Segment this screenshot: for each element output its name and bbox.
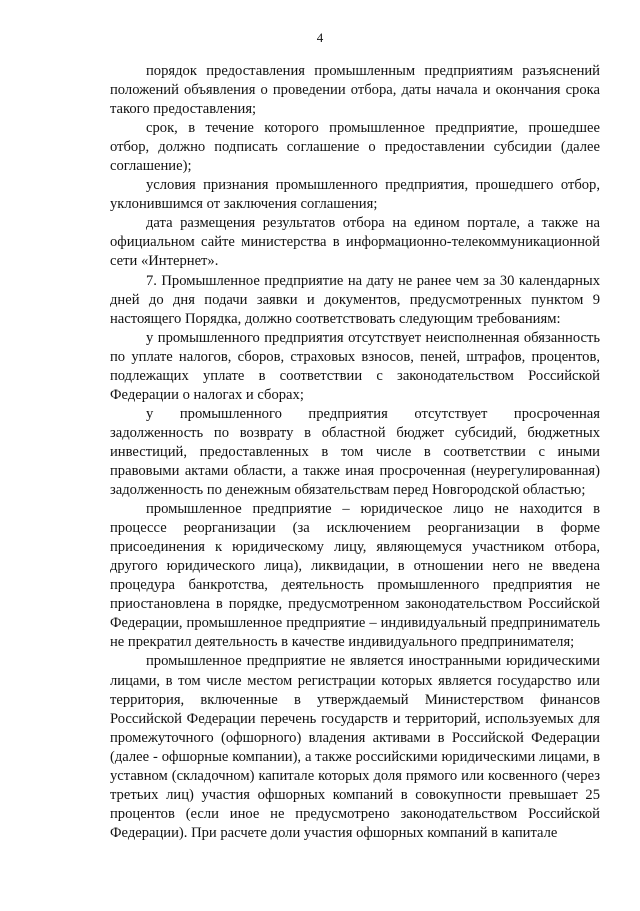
document-body	[110, 62, 600, 843]
paragraph: срок, в течение которого промышленное предприятие, прошедшее отбор, должно подписать соглашение о предоставлении субсидии (далее соглашение);	[110, 120, 600, 175]
paragraph: дата размещения результатов отбора на едином портале, а также на официальном сайте министерства в информационно-телекоммуникационной сети «Интернет».	[110, 215, 600, 270]
paragraph: 7. Промышленное предприятие на дату не ранее чем за 30 календарных дней до дня подачи заявки и документов, предусмотренных пунктом 9 настоящего Порядка, должно соответствовать следующим требованиям:	[110, 272, 600, 327]
paragraph: условия признания промышленного предприятия, прошедшего отбор, уклонившимся от заключения соглашения;	[110, 177, 600, 213]
paragraph: у промышленного предприятия отсутствует неисполненная обязанность по уплате налогов, сборов, страховых взносов, пеней, штрафов, процентов, подлежащих уплате в соответствии с законодательством Российской Федерации о налогах и сборах;	[110, 329, 600, 403]
page-number: 4	[316, 30, 324, 45]
paragraph: у промышленного предприятия отсутствует просроченная задолженность по возврату в областной бюджет субсидий, бюджетных инвестиций, предоставленных в том числе в соответствии с иными правовыми актами области, а также иная просроченная (неурегулированная) задолженность по денежным обязательствам перед Новгородской областью;	[110, 405, 600, 499]
paragraph: порядок предоставления промышленным предприятиям разъяснений положений объявления о проведении отбора, даты начала и окончания срока такого предоставления;	[110, 63, 600, 118]
paragraph: промышленное предприятие не является иностранными юридическими лицами, в том числе местом регистрации которых является государство или территория, включенные в утверждаемый Министерством финансов Российской Федерации перечень государств и территорий, используемых для промежуточного (офшорного) владения активами в Российской Федерации (далее - офшорные компании), а также российскими юридическими лицами, в уставном (складочном) капитале которых доля прямого или косвенного (через третьих лиц) участия офшорных компаний в совокупности превышает 25 процентов (если иное не предусмотрено законодательством Российской Федерации). При расчете доли участия офшорных компаний в капитале	[110, 653, 600, 841]
paragraph: промышленное предприятие – юридическое лицо не находится в процессе реорганизации (за исключением реорганизации в форме присоединения к юридическому лицу, являющемуся участником отбора, другого юридического лица), ликвидации, в отношении него не введена процедура банкротства, деятельность промышленного предприятия не приостановлена в порядке, предусмотренном законодательством Российской Федерации, промышленное предприятие – индивидуальный предприниматель не прекратил деятельность в качестве индивидуального предпринимателя;	[110, 501, 600, 651]
